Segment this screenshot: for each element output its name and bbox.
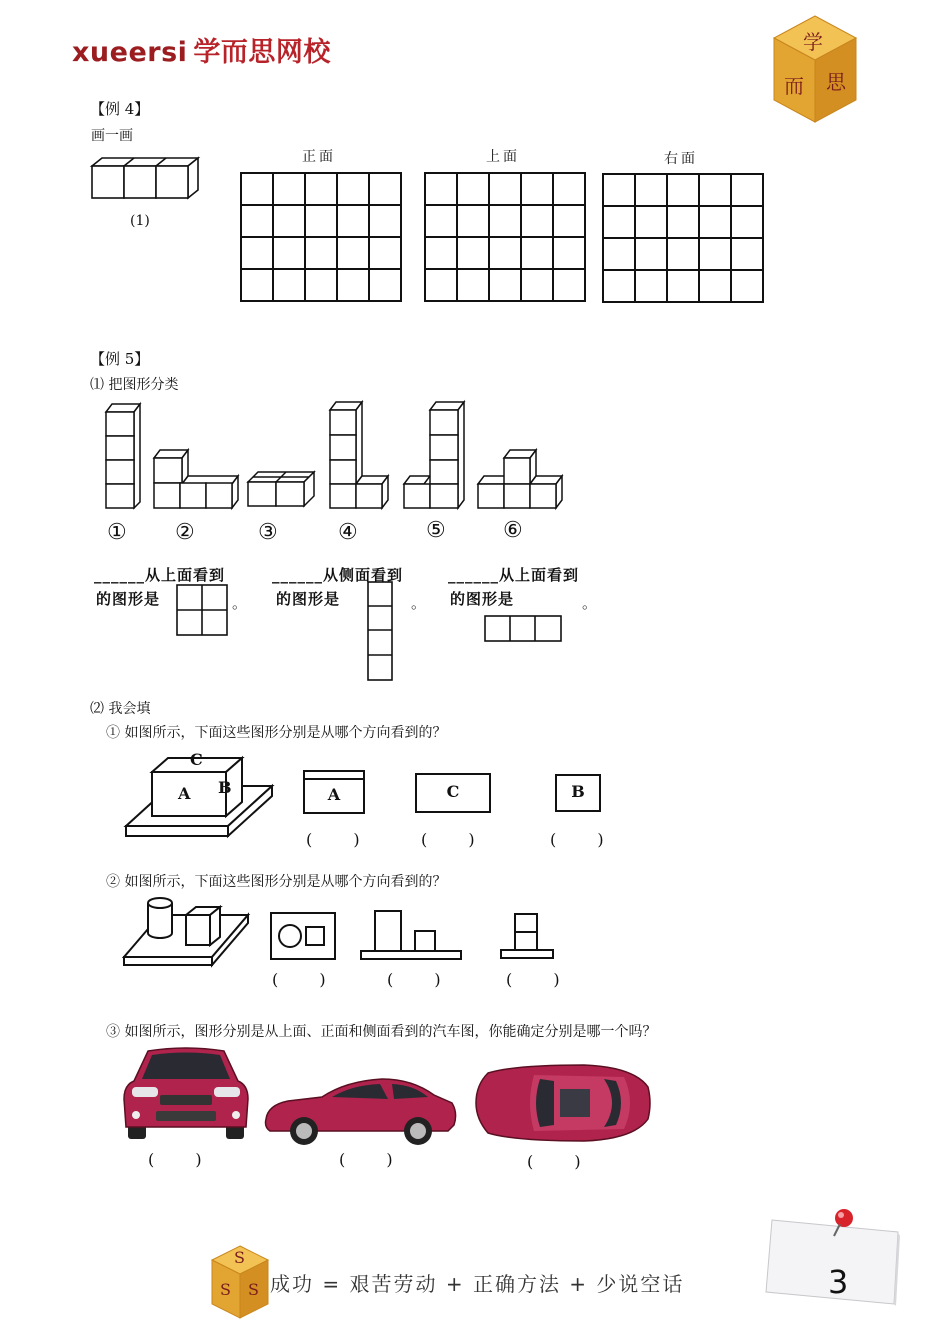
grid-title-right: 右面 — [664, 151, 698, 167]
shape-number-2: ② — [175, 520, 195, 545]
face-label-front: A — [178, 784, 191, 803]
fill-2-end: 。 — [411, 594, 427, 612]
shape-number-4: ④ — [338, 520, 358, 545]
six-shapes-figure — [100, 398, 570, 517]
cube-letter-left: S — [220, 1280, 231, 1299]
answer-blank-q3-2[interactable]: ( ) — [339, 1150, 411, 1169]
top-view-2x2 — [176, 584, 228, 640]
example4-instruction: 画一画 — [91, 128, 133, 144]
shape-number-6: ⑥ — [503, 518, 523, 543]
shape-number-5: ⑤ — [426, 518, 446, 543]
shape-1 — [106, 404, 140, 508]
shape-number-3: ③ — [258, 520, 278, 545]
view-b-option — [555, 774, 601, 812]
question-3: ③ 如图所示，图形分别是从上面、正面和侧面看到的汽车图，你能确定分别是哪一个吗？ — [106, 1024, 657, 1040]
view-b-label: B — [571, 782, 585, 801]
shape-5 — [404, 402, 464, 508]
q2-view-side — [499, 910, 555, 964]
shape-6 — [478, 450, 562, 508]
view-a-label: A — [327, 785, 341, 804]
brand-latin: xueersi — [72, 37, 188, 68]
fill-3-line1: ______从上面看到 — [448, 566, 580, 584]
answer-blank-q2-1[interactable]: ( ) — [272, 970, 344, 989]
cube-letter-top: S — [234, 1248, 245, 1267]
page-number: 3 — [828, 1263, 849, 1301]
shape-3 — [248, 472, 314, 506]
view-c-option — [415, 773, 491, 813]
face-label-side: B — [218, 778, 232, 797]
top-view-grid — [424, 172, 586, 302]
fill-1-line1: ______从上面看到 — [94, 566, 226, 584]
shape-2 — [154, 450, 238, 508]
view-c-label: C — [446, 782, 460, 801]
answer-blank-q1-1[interactable]: ( ) — [306, 830, 378, 849]
example5-title: 【例 5】 — [90, 350, 150, 368]
car-top-view — [474, 1063, 652, 1147]
face-label-top: C — [190, 750, 203, 769]
car-front-view — [122, 1045, 250, 1145]
fill-3-end: 。 — [582, 594, 598, 612]
box-on-platform-figure — [124, 750, 274, 844]
example4-title: 【例 4】 — [90, 100, 150, 118]
shape-4 — [330, 402, 388, 508]
front-view-grid — [240, 172, 402, 302]
grid-title-top: 上面 — [486, 149, 520, 165]
right-view-grid — [602, 173, 764, 303]
answer-blank-q2-2[interactable]: ( ) — [387, 970, 459, 989]
xueersi-cube-logo — [770, 14, 860, 126]
side-view-column — [367, 581, 393, 685]
view-a-option — [303, 770, 365, 814]
cube-right-char: 思 — [826, 70, 846, 94]
answer-blank-q1-2[interactable]: ( ) — [421, 830, 493, 849]
cylinder-cube-figure — [122, 895, 252, 971]
top-view-row — [484, 615, 562, 647]
q2-view-top — [270, 912, 336, 964]
part1-title: ⑴ 把图形分类 — [90, 377, 179, 393]
part2-title: ⑵ 我会填 — [90, 701, 151, 717]
brand-logo — [72, 30, 331, 69]
cube-left-char: 而 — [784, 74, 804, 98]
fill-1-end: 。 — [232, 594, 248, 612]
three-cube-row-figure — [92, 156, 202, 204]
answer-blank-q2-3[interactable]: ( ) — [506, 970, 578, 989]
fill-2-line2: 的图形是 — [276, 590, 341, 608]
grid-title-front: 正面 — [302, 149, 336, 165]
answer-blank-q3-1[interactable]: ( ) — [148, 1150, 220, 1169]
footer-slogan: 成功 = 艰苦劳动 + 正确方法 + 少说空话 — [270, 1272, 685, 1296]
q2-view-front — [359, 907, 463, 965]
figure-label-1: (1) — [130, 213, 150, 229]
brand-cn: 学而思网校 — [193, 37, 331, 68]
answer-blank-q3-3[interactable]: ( ) — [527, 1152, 599, 1171]
question-2: ② 如图所示，下面这些图形分别是从哪个方向看到的？ — [106, 874, 447, 890]
answer-blank-q1-3[interactable]: ( ) — [550, 830, 622, 849]
sss-cube-logo — [210, 1244, 270, 1320]
cube-letter-right: S — [248, 1280, 259, 1299]
car-side-view — [262, 1075, 458, 1151]
question-1: ① 如图所示，下面这些图形分别是从哪个方向看到的？ — [106, 725, 447, 741]
cube-top-char: 学 — [803, 30, 823, 54]
fill-2-line1: ______从侧面看到 — [272, 566, 404, 584]
fill-3-line2: 的图形是 — [450, 590, 515, 608]
fill-1-line2: 的图形是 — [96, 590, 161, 608]
shape-number-1: ① — [107, 520, 127, 545]
